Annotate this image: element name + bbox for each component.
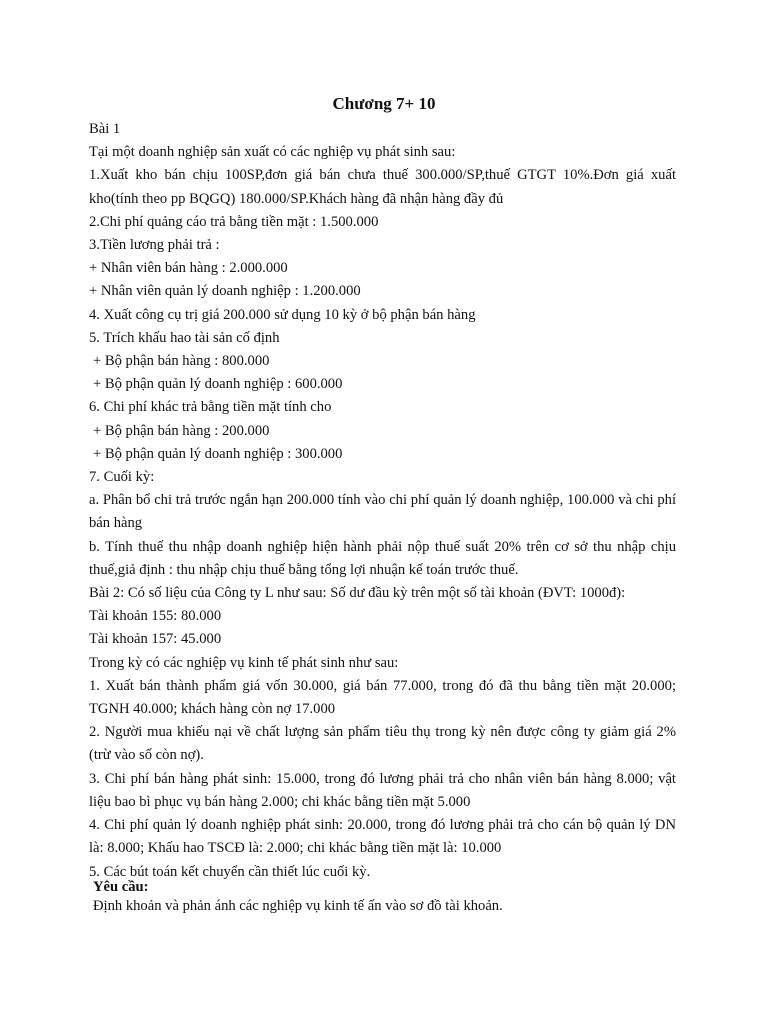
paragraph-item-7: 7. Cuối kỳ: xyxy=(89,469,155,486)
paragraph-item-5a: + Bộ phận bán hàng : 800.000 xyxy=(93,353,270,370)
paragraph-item-6b: + Bộ phận quản lý doanh nghiệp : 300.000 xyxy=(93,445,343,462)
requirement-block xyxy=(93,878,678,915)
paragraph-item-7b: b. Tính thuế thu nhập doanh nghiệp hiện hành phải nộp thuế suất 20% trên cơ sở thu nhập chịu thuế,giả định : thu nhập chịu thuế bằng tổng lợi nhuận kế toán trước thuế. xyxy=(89,538,676,578)
paragraph-transactions-intro: Trong kỳ có các nghiệp vụ kinh tế phát sinh như sau: xyxy=(89,654,399,671)
paragraph-b2-item-4: 4. Chi phí quản lý doanh nghiệp phát sinh: 20.000, trong đó lương phải trả cho cán bộ quản lý DN là: 8.000; Khấu hao TSCĐ là: 2.000; chi khác bằng tiền mặt là: 10.000 xyxy=(89,817,676,857)
section-heading-bai-2: Bài 2: Có số liệu của Công ty L như sau: Số dư đầu kỳ trên một số tài khoản (ĐVT: 1000đ): xyxy=(89,585,626,602)
section-heading-bai-1: Bài 1 xyxy=(89,121,121,137)
paragraph-item-6a: + Bộ phận bán hàng : 200.000 xyxy=(93,422,270,439)
requirement-heading: Yêu cầu: xyxy=(93,879,149,895)
paragraph-item-5b: + Bộ phận quản lý doanh nghiệp : 600.000 xyxy=(93,376,343,393)
paragraph-b2-item-5: 5. Các bút toán kết chuyển cần thiết lúc cuối kỳ. xyxy=(89,863,371,880)
paragraph-b2-item-2: 2. Người mua khiếu nại về chất lượng sản phẩm tiêu thụ trong kỳ nên được công ty giảm giá 2% (trừ vào số còn nợ). xyxy=(89,724,676,764)
paragraph-item-1: 1.Xuất kho bán chịu 100SP,đơn giá bán chưa thuế 300.000/SP,thuế GTGT 10%.Đơn giá xuất kho(tính theo pp BQGQ) 180.000/SP.Khách hàng đã nhận hàng đầy đủ xyxy=(89,167,676,207)
paragraph-b2-item-3: 3. Chi phí bán hàng phát sinh: 15.000, trong đó lương phải trả cho nhân viên bán hàng 8.000; vật liệu bao bì phục vụ bán hàng 2.000; chi khác bằng tiền mặt 5.000 xyxy=(89,770,676,810)
paragraph-item-3b: + Nhân viên quản lý doanh nghiệp : 1.200.000 xyxy=(89,283,361,300)
requirement-text: Định khoản và phản ánh các nghiệp vụ kinh tế ấn vào sơ đồ tài khoản. xyxy=(93,897,503,914)
page-title: Chương 7+ 10 xyxy=(332,94,436,113)
paragraph-intro: Tại một doanh nghiệp sản xuất có các nghiệp vụ phát sinh sau: xyxy=(89,144,456,161)
paragraph-item-3: 3.Tiền lương phải trả : xyxy=(89,237,220,254)
paragraph-item-4: 4. Xuất công cụ trị giá 200.000 sử dụng 10 kỳ ở bộ phận bán hàng xyxy=(89,306,476,323)
paragraph-account-155: Tài khoản 155: 80.000 xyxy=(89,608,222,625)
paragraph-account-157: Tài khoản 157: 45.000 xyxy=(89,631,222,648)
paragraph-b2-item-1: 1. Xuất bán thành phẩm giá vốn 30.000, giá bán 77.000, trong đó đã thu bằng tiền mặt 20.000; TGNH 40.000; khách hàng còn nợ 17.000 xyxy=(89,677,676,718)
document-body xyxy=(89,118,676,884)
paragraph-item-3a: + Nhân viên bán hàng : 2.000.000 xyxy=(89,260,288,277)
paragraph-item-2: 2.Chi phí quảng cáo trả bằng tiền mặt : 1.500.000 xyxy=(89,213,379,230)
paragraph-item-6: 6. Chi phí khác trả bằng tiền mặt tính cho xyxy=(89,399,332,416)
paragraph-item-5: 5. Trích khấu hao tài sản cố định xyxy=(89,329,280,346)
paragraph-item-7a: a. Phân bổ chi trả trước ngắn hạn 200.000 tính vào chi phí quản lý doanh nghiệp, 100.000 và chi phí bán hàng xyxy=(89,492,676,532)
